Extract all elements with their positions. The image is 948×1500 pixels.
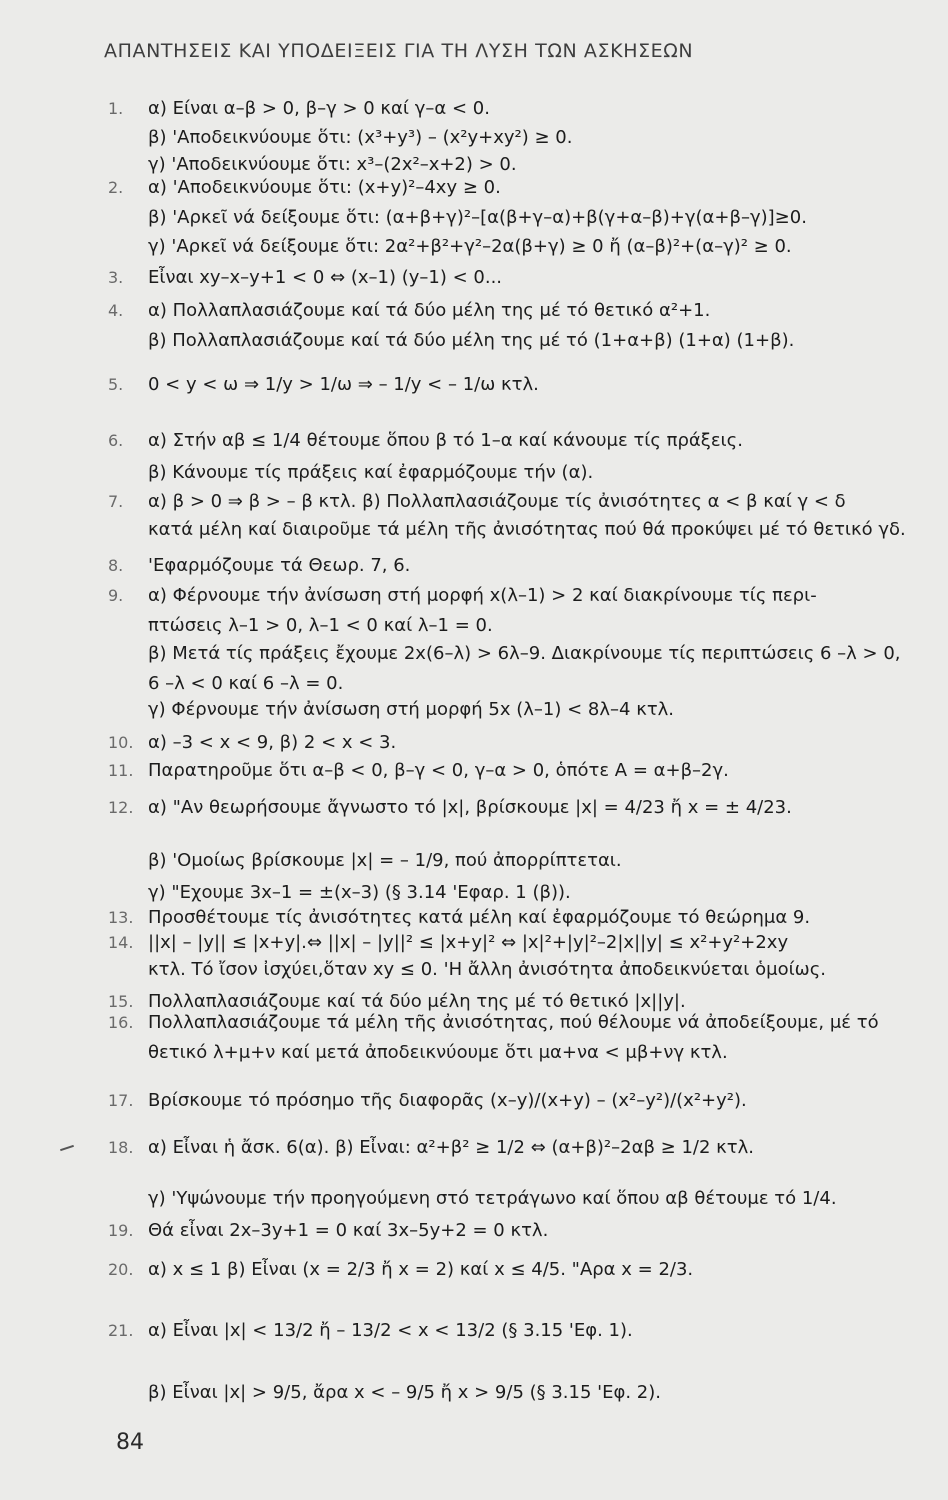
item-number: 11. xyxy=(108,761,134,780)
answer-line: Προσθέτουμε τίς ἀνισότητες κατά μέλη καί ἐφαρμόζουμε τό θεώρημα 9. xyxy=(148,907,811,928)
margin-pen-mark xyxy=(60,1145,74,1151)
item-number: 8. xyxy=(108,556,124,575)
item-number: 17. xyxy=(108,1091,134,1110)
answer-line: Πολλαπλασιάζουμε τά μέλη τῆς ἀνισότητας, πού θέλουμε νά ἀποδείξουμε, μέ τό xyxy=(148,1012,879,1033)
item-number: 7. xyxy=(108,492,124,511)
item-number: 10. xyxy=(108,733,134,752)
answer-line: α) Είναι α–β > 0, β–γ > 0 καί γ–α < 0. xyxy=(148,98,490,119)
item-number: 4. xyxy=(108,301,124,320)
item-number: 9. xyxy=(108,586,124,605)
item-number: 21. xyxy=(108,1321,134,1340)
item-number: 18. xyxy=(108,1138,134,1157)
item-number: 3. xyxy=(108,268,124,287)
answer-line: α) Φέρνουμε τήν ἀνίσωση στή μορφή x(λ–1) > 2 καί διακρίνουμε τίς περι- xyxy=(148,585,817,606)
page-header: ΑΠΑΝΤΗΣΕΙΣ ΚΑΙ ΥΠΟΔΕΙΞΕΙΣ ΓΙΑ ΤΗ ΛΥΣΗ ΤΩΝ ΑΣΚΗΣΕΩΝ xyxy=(104,40,694,62)
answer-line: γ) 'Υψώνουμε τήν προηγούμενη στό τετράγωνο καί ὅπου αβ θέτουμε τό 1/4. xyxy=(148,1188,837,1209)
answer-line: Παρατηροῦμε ὅτι α–β < 0, β–γ < 0, γ–α > 0, ὁπότε Α = α+β–2γ. xyxy=(148,760,729,781)
item-number: 16. xyxy=(108,1013,134,1032)
item-number: 5. xyxy=(108,375,124,394)
answer-line: γ) "Εχουμε 3x–1 = ±(x–3) (§ 3.14 'Εφαρ. 1 (β)). xyxy=(148,882,571,903)
answer-line: κτλ. Τό ἴσον ἰσχύει,ὅταν xy ≤ 0. 'Η ἄλλη ἀνισότητα ἀποδεικνύεται ὁμοίως. xyxy=(148,959,827,980)
answer-line: α) Στήν αβ ≤ 1/4 θέτουμε ὅπου β τό 1–α καί κάνουμε τίς πράξεις. xyxy=(148,430,743,451)
answer-line: γ) Φέρνουμε τήν ἀνίσωση στή μορφή 5x (λ–1) < 8λ–4 κτλ. xyxy=(148,699,675,720)
answer-line: γ) 'Αποδεικνύουμε ὅτι: x³–(2x²–x+2) > 0. xyxy=(148,154,517,175)
answer-line: α) β > 0 ⇒ β > – β κτλ. β) Πολλαπλασιάζουμε τίς ἀνισότητες α < β καί γ < δ xyxy=(148,491,846,512)
answer-line: β) Κάνουμε τίς πράξεις καί ἐφαρμόζουμε τήν (α). xyxy=(148,462,594,483)
item-number: 2. xyxy=(108,178,124,197)
answer-line: β) Πολλαπλασιάζουμε καί τά δύο μέλη της μέ τό (1+α+β) (1+α) (1+β). xyxy=(148,330,795,351)
answer-line: α) Εἶναι ἡ ἄσκ. 6(α). β) Εἶναι: α²+β² ≥ 1/2 ⇔ (α+β)²–2αβ ≥ 1/2 κτλ. xyxy=(148,1137,754,1158)
answer-line: Βρίσκουμε τό πρόσημο τῆς διαφορᾶς (x–y)/(x+y) – (x²–y²)/(x²+y²). xyxy=(148,1090,747,1111)
answer-line: γ) 'Αρκεῖ νά δείξουμε ὅτι: 2α²+β²+γ²–2α(β+γ) ≥ 0 ἤ (α–β)²+(α–γ)² ≥ 0. xyxy=(148,236,792,257)
item-number: 14. xyxy=(108,933,134,952)
page-number: 84 xyxy=(116,1430,144,1455)
answer-line: Πολλαπλασιάζουμε καί τά δύο μέλη της μέ τό θετικό |x||y|. xyxy=(148,991,686,1012)
answer-line: β) 'Ομοίως βρίσκουμε |x| = – 1/9, πού ἀπορρίπτεται. xyxy=(148,850,622,871)
answer-line: α) –3 < x < 9, β) 2 < x < 3. xyxy=(148,732,397,753)
answer-line: α) 'Αποδεικνύουμε ὅτι: (x+y)²–4xy ≥ 0. xyxy=(148,177,501,198)
answer-line: β) 'Αρκεῖ νά δείξουμε ὅτι: (α+β+γ)²–[α(β+γ–α)+β(γ+α–β)+γ(α+β–γ)]≥0. xyxy=(148,207,807,228)
answer-line: 'Εφαρμόζουμε τά Θεωρ. 7, 6. xyxy=(148,555,411,576)
answer-line: α) Εἶναι |x| < 13/2 ἤ – 13/2 < x < 13/2 (§ 3.15 'Εφ. 1). xyxy=(148,1320,633,1341)
answer-line: β) Εἶναι |x| > 9/5, ἄρα x < – 9/5 ἤ x > 9/5 (§ 3.15 'Εφ. 2). xyxy=(148,1382,661,1403)
answer-line: πτώσεις λ–1 > 0, λ–1 < 0 καί λ–1 = 0. xyxy=(148,615,493,636)
item-number: 1. xyxy=(108,99,124,118)
answer-line: α) Πολλαπλασιάζουμε καί τά δύο μέλη της μέ τό θετικό α²+1. xyxy=(148,300,711,321)
item-number: 6. xyxy=(108,431,124,450)
answer-line: α) x ≤ 1 β) Εἶναι (x = 2/3 ἤ x = 2) καί x ≤ 4/5. "Αρα x = 2/3. xyxy=(148,1259,694,1280)
answer-line: κατά μέλη καί διαιροῦμε τά μέλη τῆς ἀνισότητας πού θά προκύψει μέ τό θετικό γδ. xyxy=(148,519,906,540)
answer-line: β) Μετά τίς πράξεις ἔχουμε 2x(6–λ) > 6λ–9. Διακρίνουμε τίς περιπτώσεις 6 –λ > 0, xyxy=(148,643,901,664)
item-number: 20. xyxy=(108,1260,134,1279)
item-number: 12. xyxy=(108,798,134,817)
answer-line: β) 'Αποδεικνύουμε ὅτι: (x³+y³) – (x²y+xy²) ≥ 0. xyxy=(148,127,573,148)
answer-line: θετικό λ+μ+ν καί μετά ἀποδεικνύουμε ὅτι μα+να < μβ+νγ κτλ. xyxy=(148,1042,728,1063)
item-number: 13. xyxy=(108,908,134,927)
answer-line: 6 –λ < 0 καί 6 –λ = 0. xyxy=(148,673,344,694)
answer-line: Εἶναι xy–x–y+1 < 0 ⇔ (x–1) (y–1) < 0... xyxy=(148,267,503,288)
item-number: 15. xyxy=(108,992,134,1011)
answer-line: Θά εἶναι 2x–3y+1 = 0 καί 3x–5y+2 = 0 κτλ. xyxy=(148,1220,549,1241)
answer-line: ||x| – |y|| ≤ |x+y|.⇔ ||x| – |y||² ≤ |x+y|² ⇔ |x|²+|y|²–2|x||y| ≤ x²+y²+2xy xyxy=(148,932,789,953)
answer-line: 0 < y < ω ⇒ 1/y > 1/ω ⇒ – 1/y < – 1/ω κτλ. xyxy=(148,374,539,395)
item-number: 19. xyxy=(108,1221,134,1240)
answer-line: α) "Αν θεωρήσουμε ἄγνωστο τό |x|, βρίσκουμε |x| = 4/23 ἤ x = ± 4/23. xyxy=(148,797,792,818)
